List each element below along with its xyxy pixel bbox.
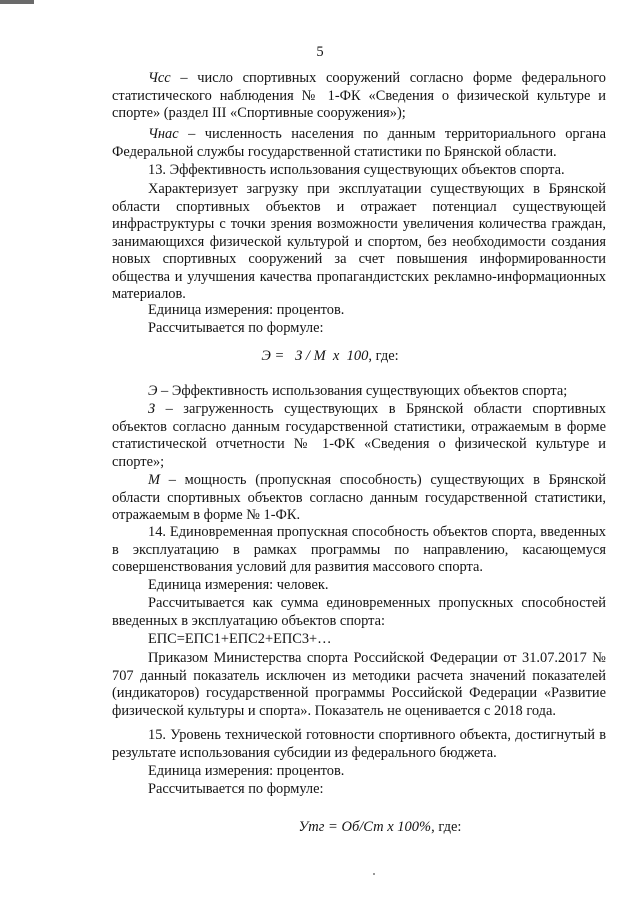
definition-e — [112, 383, 606, 401]
definition-chss-text: – число спортивных сооружений согласно форме федерального статистического наблюдения № 1-ФК «Сведения о физической культуре и спорте» (раздел III «Спортивные сооружения»); — [112, 70, 606, 121]
item-15-title: 15. Уровень технической готовности спортивного объекта, достигнутый в результате использования субсидии из федерального бюджета. — [112, 727, 606, 761]
definition-z-text: – загруженность существующих в Брянской области спортивных объектов согласно данным государственной статистики, отражаемым в форме статистической отчетности № 1-ФК «Сведения о физической культуре и спорте»; — [112, 401, 606, 470]
page-number: 5 — [316, 44, 324, 60]
item-14-title: 14. Единовременная пропускная способность объектов спорта, введенных в эксплуатацию в рамках программы по направлению, касающемуся совершенствования условий для развития массового спорта. — [112, 524, 606, 575]
variable-z: З — [148, 401, 156, 417]
formula-efficiency-tail: , где: — [368, 348, 399, 364]
definition-e-text: – Эффективность использования существующих объектов спорта; — [157, 383, 568, 399]
item-14-formula: ЕПС=ЕПС1+ЕПС2+ЕПС3+… — [148, 631, 332, 647]
formula-readiness — [0, 819, 640, 837]
definition-chnas — [112, 126, 606, 161]
variable-chss: Чсс — [148, 70, 171, 86]
scan-speck — [373, 873, 375, 875]
formula-efficiency-expr: Э = З / М х 100 — [261, 348, 369, 364]
variable-e: Э — [148, 383, 158, 399]
item-14-calc-label: Рассчитывается как сумма единовременных пропускных способностей введенных в эксплуатацию объектов спорта: — [112, 595, 606, 629]
variable-chnas: Чнас — [148, 126, 179, 142]
item-15-calc-label: Рассчитывается по формуле: — [148, 781, 324, 797]
formula-efficiency — [0, 348, 640, 366]
item-15-unit: Единица измерения: процентов. — [148, 763, 345, 779]
item-13-description: Характеризует загрузку при эксплуатации существующих в Брянской области спортивных объектов и отражает потенциал существующей инфраструктуры с точки зрения возможности увеличения количества граждан, занимающихся физической культурой и спортом, без необходимости создания новых спортивных сооружений за счет повышения информированности общества и улучшения качества пропагандистских рекламно-информационных материалов. — [112, 181, 606, 302]
formula-readiness-tail: , где: — [431, 819, 462, 835]
item-13-calc-label: Рассчитывается по формуле: — [148, 320, 324, 336]
variable-m: М — [148, 472, 160, 488]
item-13-unit: Единица измерения: процентов. — [148, 302, 345, 318]
definition-m — [112, 472, 606, 525]
formula-readiness-expr: Утг = Об/Ст х 100% — [298, 819, 432, 835]
item-13-title: 13. Эффективность использования существующих объектов спорта. — [148, 162, 565, 178]
definition-chss — [112, 70, 606, 123]
definition-m-text: – мощность (пропускная способность) существующих в Брянской области спортивных объектов согласно данным государственной статистики, отражаемым в форме № 1-ФК. — [112, 472, 606, 523]
item-14-note: Приказом Министерства спорта Российской Федерации от 31.07.2017 № 707 данный показатель исключен из методики расчета значений показателей (индикаторов) государственной программы Российской Федерации «Развитие физической культуры и спорта». Показатель не оценивается с 2018 года. — [112, 650, 606, 719]
item-14-unit: Единица измерения: человек. — [148, 577, 329, 593]
definition-chnas-text: – численность населения по данным территориального органа Федеральной службы государственной статистики по Брянской области. — [112, 126, 606, 160]
definition-z — [112, 401, 606, 471]
